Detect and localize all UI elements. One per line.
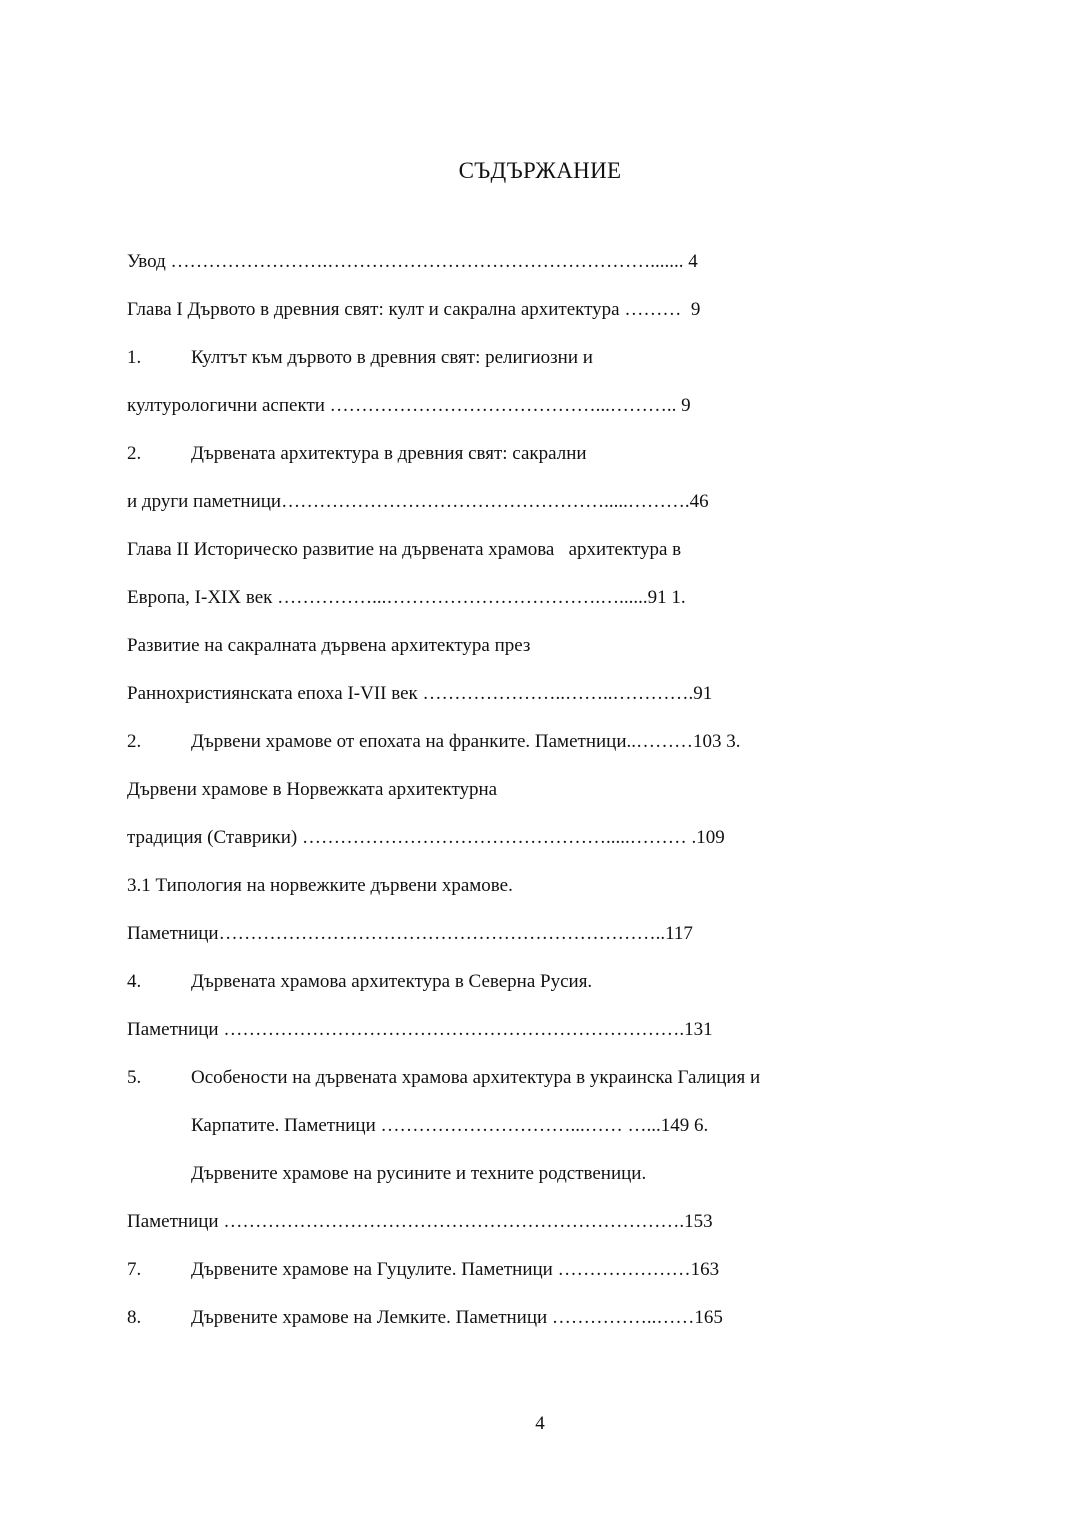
toc-entry-continuation: Европа, I-XIX век ……………...…………………………….…......91 1.: [127, 587, 686, 608]
toc-entry-text: Дървени храмове в Норвежката архитектурна: [127, 779, 498, 800]
toc-entry-text: Култът към дървото в древния свят: религиозни и: [191, 347, 593, 368]
toc-entry-chapter-1: Глава I Дървото в древния свят: култ и сакрална архитектура ……… 9: [127, 299, 701, 320]
toc-entry-continuation: Раннохристиянската епоха I-VII век …………………..……..………….91: [127, 683, 713, 704]
toc-entry-continuation: Паметници ……………………………………………………………….131: [127, 1019, 713, 1040]
toc-entry-text: Дървената архитектура в древния свят: сакрални: [191, 443, 587, 464]
toc-entry-text: 3.1 Типология на норвежките дървени храмове.: [127, 875, 513, 896]
toc-entry-text: Дървената храмова архитектура в Северна Русия.: [191, 971, 593, 992]
toc-entry-continuation: традиция (Ставрики) ………………………………………….....……… .109: [127, 827, 725, 848]
toc-entry-continuation: и други паметници…………………………………………….....……….46: [127, 491, 709, 512]
toc-entry-text: Развитие на сакралната дървена архитектура през: [127, 635, 531, 656]
toc-entry-continuation: Паметници ……………………………………………………………….153: [127, 1211, 713, 1232]
toc-entry-text: Дървените храмове на Гуцулите. Паметници …………………163: [191, 1259, 720, 1280]
page-title: СЪДЪРЖАНИЕ: [458, 158, 622, 183]
toc-entry-number: 8.: [127, 1307, 142, 1328]
toc-entry-number: 7.: [127, 1259, 142, 1280]
toc-entry-continuation: културологични аспекти ……………………………………...……….. 9: [127, 395, 691, 416]
toc-entry-chapter-2: Глава II Историческо развитие на дървената храмова архитектура в: [127, 539, 682, 560]
toc-entry-continuation: Карпатите. Паметници …………………………...…… …...149 6.: [191, 1115, 709, 1136]
toc-entry-text: Особености на дървената храмова архитектура в украинска Галиция и: [191, 1067, 761, 1088]
toc-entry-text: Дървените храмове на русините и техните родственици.: [191, 1163, 647, 1184]
toc-entry-number: 5.: [127, 1067, 142, 1088]
page-number: 4: [535, 1413, 545, 1434]
toc-entry-number: 1.: [127, 347, 142, 368]
toc-entry-intro: Увод …………………….……………………………………………....... 4: [127, 251, 698, 272]
toc-entry-number: 4.: [127, 971, 142, 992]
toc-entry-number: 2.: [127, 443, 142, 464]
toc-entry-continuation: Паметници……………………………………………………………..117: [127, 923, 693, 944]
toc-entry-text: Дървени храмове от епохата на франките. Паметници..………103 3.: [191, 731, 741, 752]
toc-entry-text: Дървените храмове на Лемките. Паметници ……………..……165: [191, 1307, 723, 1328]
toc-entry-number: 2.: [127, 731, 142, 752]
